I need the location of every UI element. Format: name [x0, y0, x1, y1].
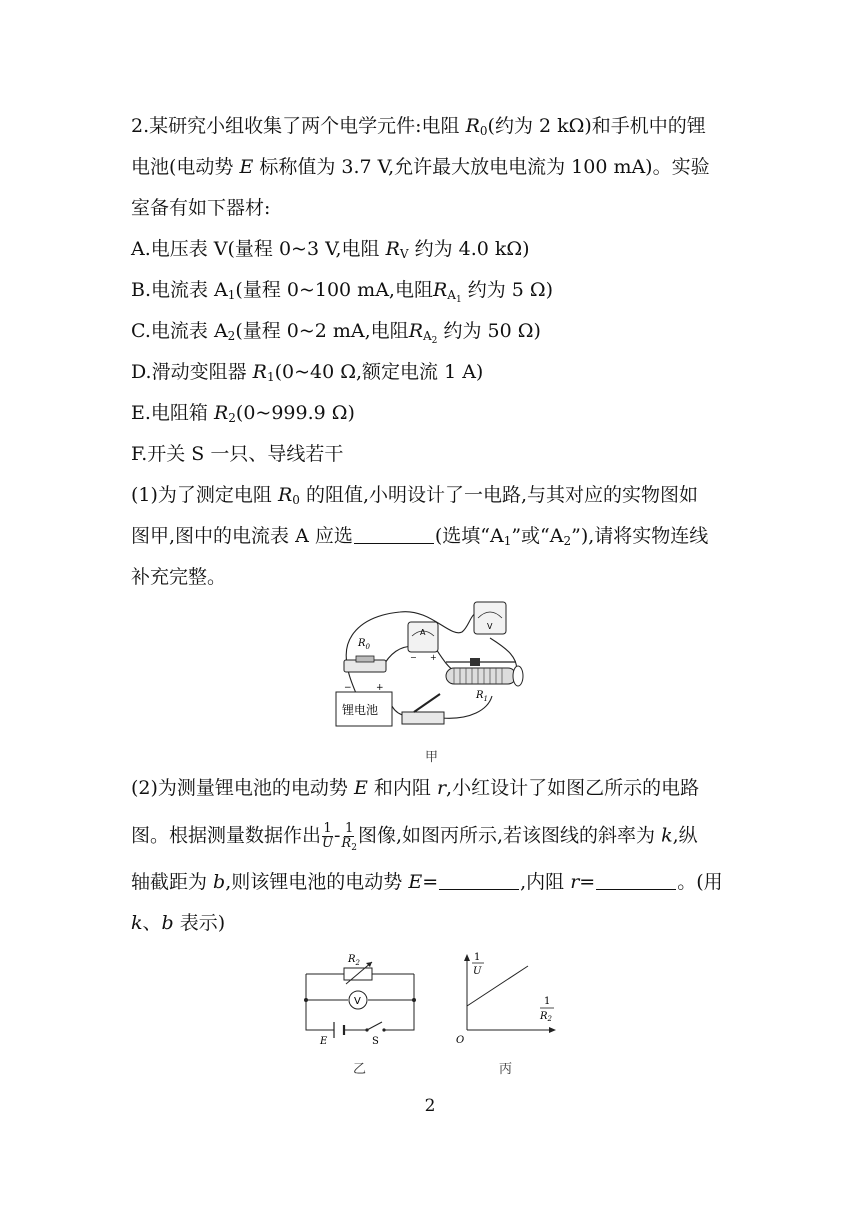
var-k: k — [131, 912, 143, 934]
ammeter — [408, 622, 438, 652]
label-e: E — [320, 1036, 328, 1046]
text: 约为 50 Ω) — [437, 320, 541, 342]
fraction-1-over-U — [322, 822, 333, 851]
text: = — [579, 871, 596, 893]
text: (量程 0~100 mA,电阻 — [235, 279, 433, 301]
text: 的阻值,小明设计了一电路,与其对应的实物图如 — [299, 484, 699, 506]
caption-bing: 丙 — [499, 1062, 513, 1077]
part2-line-1 — [131, 776, 699, 800]
battery-label: 锂电池 — [342, 703, 379, 717]
option-A — [131, 237, 530, 261]
y-label-den: U — [473, 966, 482, 977]
option-D — [131, 360, 483, 384]
var-R: R — [408, 320, 423, 342]
var-E: E — [239, 156, 254, 178]
den — [341, 837, 357, 851]
sub: 2 — [228, 411, 236, 425]
option-B — [131, 278, 554, 305]
question-line-1 — [131, 114, 706, 138]
x-label-num: 1 — [544, 996, 551, 1007]
var-R: R — [432, 279, 448, 301]
figure-yi-circuit-diagram — [296, 950, 426, 1046]
label-r2: $R_2$ — [348, 954, 360, 967]
sub: 0 — [479, 124, 488, 138]
label-r0: $R_0$ — [358, 638, 370, 651]
var-R: R — [213, 402, 229, 424]
part1-line-2 — [131, 524, 708, 548]
var-R: R — [252, 361, 267, 383]
part2-line-4 — [131, 911, 225, 935]
text: ,纵 — [672, 824, 698, 847]
label-s: S — [372, 1036, 379, 1046]
text: 电池(电动势 — [131, 156, 240, 178]
sub — [447, 288, 462, 305]
var-E: E — [408, 871, 423, 893]
fraction-1-over-R2 — [341, 822, 357, 851]
text: (约为 2 kΩ)和手机中的锂 — [487, 115, 706, 137]
option-E — [131, 401, 355, 425]
var-r: r — [436, 777, 447, 799]
sub: V — [399, 247, 409, 261]
var-E: E — [353, 777, 368, 799]
sub: 1 — [503, 534, 512, 548]
answer-blank-1[interactable] — [354, 525, 434, 544]
text: 、 — [142, 912, 162, 934]
text: (选填“A — [434, 525, 504, 547]
text: 标称值为 3.7 V,允许最大放电电流为 100 mA)。实验 — [253, 156, 710, 178]
label-r1: $R_1$ — [476, 690, 488, 703]
part1-line-1 — [131, 483, 698, 507]
num: 1 — [323, 821, 332, 836]
text: (1)为了测定电阻 — [131, 484, 278, 506]
rheostat-r1 — [446, 668, 516, 684]
sub-A: A — [447, 288, 456, 302]
var-b: b — [161, 912, 174, 934]
option-C — [131, 319, 541, 346]
sub-A: A — [423, 329, 432, 343]
sub-sub: 1 — [455, 295, 462, 305]
voltmeter-label: V — [354, 996, 361, 1007]
part2-line-2 — [131, 822, 698, 851]
question-line-2 — [131, 155, 710, 179]
sub: 2 — [563, 534, 572, 548]
text: A.电压表 V(量程 0~3 V,电阻 — [131, 238, 386, 260]
text: 图甲,图中的电流表 A 应选 — [131, 525, 353, 547]
text: B.电流表 A — [131, 279, 228, 301]
figure-jia-circuit-photo — [330, 598, 530, 740]
text: ,则该锂电池的电动势 — [225, 871, 409, 893]
sign: − — [410, 653, 417, 662]
text: 图。根据测量数据作出 — [131, 824, 322, 847]
figure-bing-graph — [452, 950, 562, 1046]
text: ”或“A — [511, 525, 564, 547]
var-R: R — [465, 115, 480, 137]
text: 图像,如图丙所示,若该图线的斜率为 — [357, 824, 662, 847]
den-sub: 2 — [351, 843, 357, 853]
dash: - — [333, 824, 341, 847]
sign: − — [344, 683, 352, 693]
y-label-num: 1 — [474, 952, 481, 963]
part1-line-3: 补充完整。 — [131, 566, 227, 588]
part2-line-3 — [131, 870, 723, 894]
var-b: b — [213, 871, 226, 893]
origin-label: O — [456, 1035, 465, 1046]
text: (量程 0~2 mA,电阻 — [235, 320, 409, 342]
text: 2.某研究小组收集了两个电学元件:电阻 — [131, 115, 466, 137]
option-F: F.开关 S 一只、导线若干 — [131, 443, 344, 465]
sign: + — [376, 683, 384, 693]
den-R: R — [341, 836, 352, 851]
question-line-3: 室备有如下器材: — [131, 197, 271, 219]
voltmeter-label: V — [487, 622, 493, 631]
caption-jia: 甲 — [425, 750, 439, 765]
text: 表示) — [173, 912, 226, 934]
sub: 2 — [227, 329, 236, 343]
sub — [423, 329, 438, 346]
var-R: R — [385, 238, 400, 260]
text: 约为 5 Ω) — [461, 279, 554, 301]
sign: + — [430, 653, 437, 662]
sub: 1 — [266, 370, 275, 384]
answer-blank-E[interactable] — [439, 871, 519, 890]
text: D.滑动变阻器 — [131, 361, 253, 383]
page-number: 2 — [424, 1096, 436, 1116]
num: 1 — [345, 821, 354, 836]
text: C.电流表 A — [131, 320, 228, 342]
text: = — [422, 871, 439, 893]
text: ,小红设计了如图乙所示的电路 — [446, 777, 700, 799]
text: 约为 4.0 kΩ) — [408, 238, 530, 260]
sub: 1 — [227, 288, 236, 302]
sub-sub: 2 — [431, 336, 438, 346]
text: (0~999.9 Ω) — [235, 402, 355, 424]
x-label-den: $R_2$ — [540, 1011, 552, 1023]
switch — [402, 712, 444, 724]
text: ”),请将实物连线 — [571, 525, 709, 547]
ammeter-label: A — [420, 628, 426, 637]
text: (0~40 Ω,额定电流 1 A) — [274, 361, 484, 383]
answer-blank-r[interactable] — [596, 871, 676, 890]
text: E.电阻箱 — [131, 402, 214, 424]
var-R: R — [277, 484, 293, 506]
den: U — [322, 836, 333, 851]
var-k: k — [661, 824, 673, 847]
text: ,内阻 — [520, 871, 571, 893]
text: 轴截距为 — [131, 871, 214, 893]
switch-symbol — [367, 1022, 382, 1030]
text: (2)为测量锂电池的电动势 — [131, 777, 354, 799]
sub: 0 — [292, 493, 300, 507]
var-r: r — [570, 871, 580, 893]
caption-yi: 乙 — [353, 1062, 367, 1077]
text: 和内阻 — [367, 777, 437, 799]
text: 。(用 — [677, 871, 723, 893]
